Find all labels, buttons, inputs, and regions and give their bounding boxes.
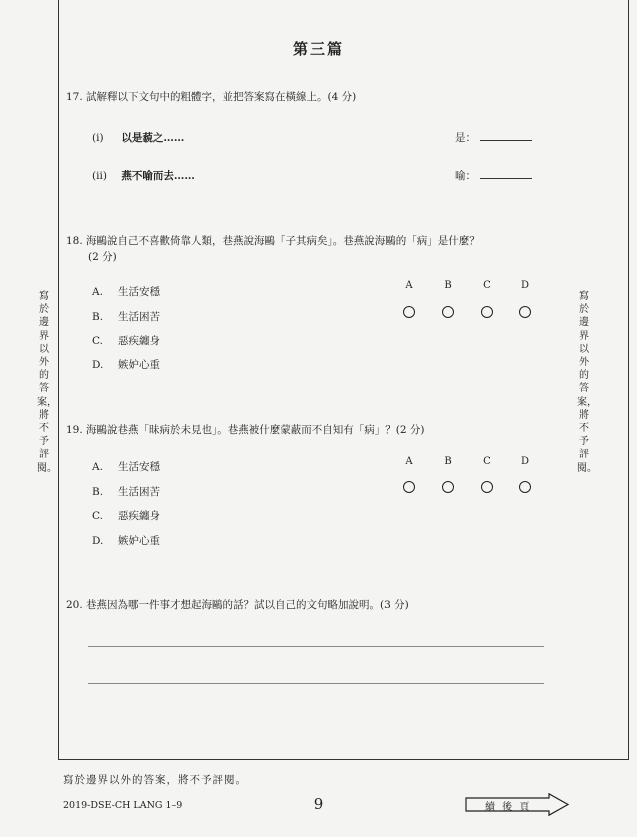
q19-choice-c-label: C (483, 456, 491, 467)
q19-bubble-b[interactable] (442, 481, 454, 493)
q19-text: 海鷗說巷燕「昧病於未見也」。巷燕被什麼蒙蔽而不自知有「病」？(2 分) (86, 424, 425, 436)
q17-item-2-text: 燕不喻而去…… (121, 170, 195, 182)
q18-option-b: B. 生活困苦 (92, 311, 160, 323)
q18-bubble-d[interactable] (519, 306, 531, 318)
q20-answer-line-2[interactable] (88, 683, 544, 684)
q18-text: 海鷗說自己不喜歡倚靠人類，巷燕說海鷗「子其病矣」。巷燕說海鷗的「病」是什麼？ (86, 235, 480, 247)
q18-choice-a-label: A (405, 280, 413, 291)
q17-number: 17. (66, 91, 83, 103)
q18-prompt (66, 233, 480, 248)
q18-option-c: C. 惡疾纏身 (92, 335, 160, 347)
q17-prompt (66, 89, 356, 104)
continue-arrow (465, 793, 570, 816)
q20-number: 20. (66, 599, 83, 611)
q20-prompt (66, 597, 409, 612)
q19-bubble-c[interactable] (481, 481, 493, 493)
q19-bubble-a[interactable] (403, 481, 415, 493)
paper-code: 2019-DSE-CH LANG 1–9 (63, 800, 183, 811)
q19-choice-b-label: B (444, 456, 452, 467)
q17-item-1 (92, 130, 184, 145)
q19-option-c: C. 惡疾纏身 (92, 510, 160, 522)
q17-item-2-label: (ii) (92, 170, 107, 182)
q17-answer-1-label: 是： (455, 132, 476, 144)
q19-choice-a-label: A (405, 456, 413, 467)
q17-answer-2[interactable] (455, 168, 532, 183)
q18-choice-b-label: B (444, 280, 452, 291)
q18-choice-d-label: D (520, 280, 530, 291)
q17-item-1-label: (i) (92, 132, 104, 144)
q20-answer-line-1[interactable] (88, 646, 544, 647)
right-margin-note: 寫於邊界以外的答案，將不予評閱。 (577, 291, 597, 474)
q19-option-d: D. 嫉妒心重 (92, 535, 160, 547)
q19-option-b: B. 生活困苦 (92, 486, 160, 498)
section-title: 第三篇 (292, 40, 344, 58)
q17-item-1-text: 以是藐之…… (121, 132, 185, 144)
q18-bubble-c[interactable] (481, 306, 493, 318)
q17-text: 試解釋以下文句中的粗體字，並把答案寫在橫線上。(4 分) (86, 91, 357, 103)
q18-bubble-b[interactable] (442, 306, 454, 318)
q17-answer-2-label: 喻： (455, 170, 476, 182)
q18-option-d: D. 嫉妒心重 (92, 359, 160, 371)
continue-label: 續 後 頁 (485, 802, 532, 813)
q18-bubble-a[interactable] (403, 306, 415, 318)
page-number: 9 (313, 795, 324, 813)
q17-answer-1[interactable] (455, 130, 532, 145)
q17-item-2 (92, 168, 195, 183)
q18-option-a: A. 生活安穩 (92, 286, 160, 298)
q20-text: 巷燕因為哪一件事才想起海鷗的話？試以自己的文句略加說明。(3 分) (86, 599, 409, 611)
q17-answer-2-line[interactable] (480, 168, 532, 179)
q17-answer-1-line[interactable] (480, 130, 532, 141)
q19-bubble-d[interactable] (519, 481, 531, 493)
q18-number: 18. (66, 235, 83, 247)
q19-choice-d-label: D (520, 456, 530, 467)
q19-prompt (66, 422, 425, 437)
q19-number: 19. (66, 424, 83, 436)
footer-note: 寫於邊界以外的答案，將不予評閱。 (63, 774, 247, 786)
q18-marks: (2 分) (88, 251, 117, 263)
q19-option-a: A. 生活安穩 (92, 461, 160, 473)
q18-choice-c-label: C (483, 280, 491, 291)
left-margin-note: 寫於邊界以外的答案，將不予評閱。 (37, 291, 57, 474)
